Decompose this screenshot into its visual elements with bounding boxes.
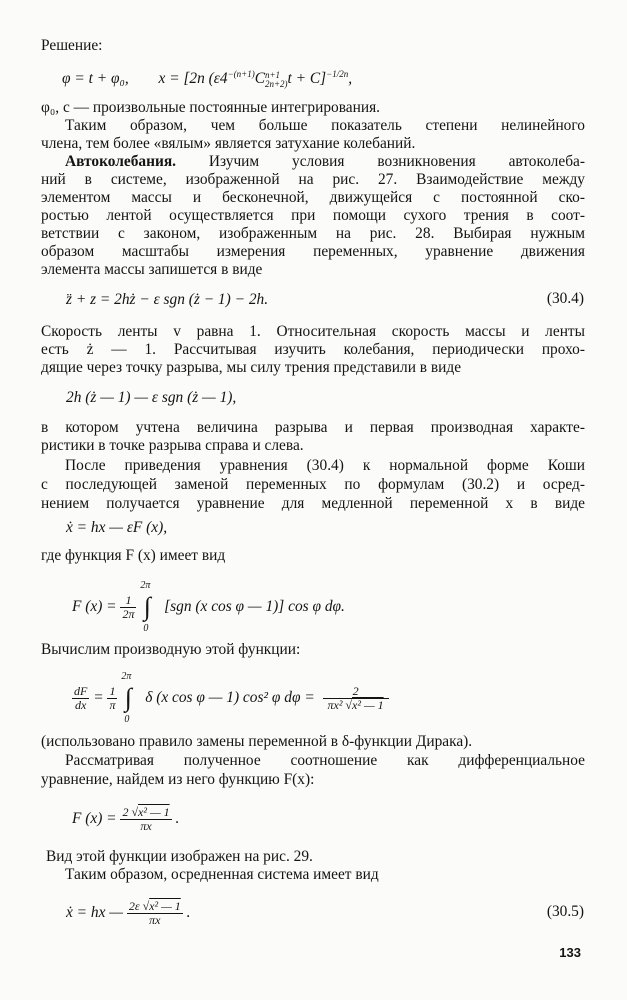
text-line: есть ż — 1. Рассчитывая изучить колебания, периодически прохо- <box>41 341 585 358</box>
text-line: (использовано правило замены переменной в δ-функции Дирака). <box>41 733 473 750</box>
text-line: Вычислим производную этой функции: <box>41 641 301 658</box>
formula-solution: φ = t + φ₀, x = [2n ($\varepsilon 4^{-(n+1)}C$ n+1 2n+2) t + C]$^{-1/2n}$, <box>62 69 353 89</box>
fraction: $\frac{2}{\text{πx² √x² — 1}}$ <box>323 685 389 712</box>
text-line: уравнение, найдем из него функцию F(x): <box>41 771 315 788</box>
page-number: 133 <box>559 945 581 960</box>
fraction: $\frac{dF}{dx}$ <box>74 684 88 712</box>
text-line: члена, тем более «вялым» является затухание колебаний. <box>41 135 416 152</box>
text-line: ветствии с законом, изображенным на рис. 28. Выбирая нужным <box>41 225 585 242</box>
fraction: $\frac{\text{2ε √x² — 1}}{\pi x}$ <box>128 899 181 927</box>
section-heading: Автоколебания. <box>65 153 177 170</box>
formula-F-result: F (x) = $\frac{\text{2 √x² — 1}}{\pi x}$ . <box>72 805 180 833</box>
text-line: в котором учтена величина разрыва и первая производная характе- <box>41 419 585 436</box>
integral-sign: 2π ∫ 0 <box>140 580 151 634</box>
fraction: $\frac{\text{2 √x² — 1}}{\pi x}$ <box>122 805 170 833</box>
text-line: ростью лентой осуществляется при помощи сухого трения в соот- <box>41 207 585 224</box>
text-line: ристики в точке разрыва справа и слева. <box>41 437 304 454</box>
text-line: где функция F (x) имеет вид <box>41 547 226 564</box>
formula-motion: z̈ + z = 2hż − ε sgn (ż − 1) − 2h. <box>66 291 269 308</box>
text-line: Автоколебания. Изучим условия возникновения автоколеба- <box>65 153 585 170</box>
text-line: Скорость ленты v равна 1. Относительная скорость массы и ленты <box>41 323 585 340</box>
formula-F: F (x) = $\frac{1}{2\pi}$ 2π ∫ 0 [sgn (x cos φ — 1)] cos φ dφ. <box>72 580 345 634</box>
text-line: Рассматривая полученное соотношение как дифференциальное <box>65 752 585 769</box>
fraction: $\frac{1}{\pi}$ <box>109 684 116 712</box>
fraction: $\frac{1}{2\pi}$ <box>122 593 135 621</box>
text-line: Таким образом, чем больше показатель степени нелинейного <box>65 117 585 134</box>
text-line: дящие через точку разрыва, мы силу трения представили в виде <box>41 359 462 376</box>
text-line: Решение: <box>41 37 103 54</box>
text-line: φ₀, c — произвольные постоянные интегрирования. <box>41 99 381 116</box>
text-line: После приведения уравнения (30.4) к нормальной форме Коши <box>65 457 585 474</box>
equation-number: (30.4) <box>546 290 584 307</box>
integral-sign: 2π ∫ 0 <box>121 671 132 725</box>
text-line: Вид этой функции изображен на рис. 29. <box>46 848 313 865</box>
text-line: нением получается уравнение для медленной переменной x в виде <box>41 495 585 512</box>
formula-friction: 2h (ż — 1) — ε sgn (ż — 1), <box>66 389 237 406</box>
text-line: Таким образом, осредненная система имеет вид <box>65 866 379 883</box>
text-line: ний в системе, изображенной на рис. 27. Взаимодействие между <box>41 171 585 188</box>
formula-slow-variable: ẋ = hx — εF (x), <box>66 519 168 536</box>
formula-averaged-system: ẋ = hx — $\frac{\text{2ε √x² — 1}}{\pi x}$ . <box>66 899 191 927</box>
text-line: образом масштабы измерения переменных, уравнение движения <box>41 243 585 260</box>
text-line: элемента массы запишется в виде <box>41 261 263 278</box>
text-line: с последующей заменой переменных по формулам (30.2) и осред- <box>41 476 585 493</box>
equation-number: (30.5) <box>546 903 584 920</box>
text-line: элементом массы и бесконечной, движущейся с постоянной ско- <box>41 189 585 206</box>
formula-derivative: $\frac{dF}{dx}$ = $\frac{1}{\pi}$ 2π ∫ 0 δ (x cos φ — 1) cos² φ dφ = $\frac{2}{\text{πx² √x² — 1}}$ <box>72 685 389 712</box>
